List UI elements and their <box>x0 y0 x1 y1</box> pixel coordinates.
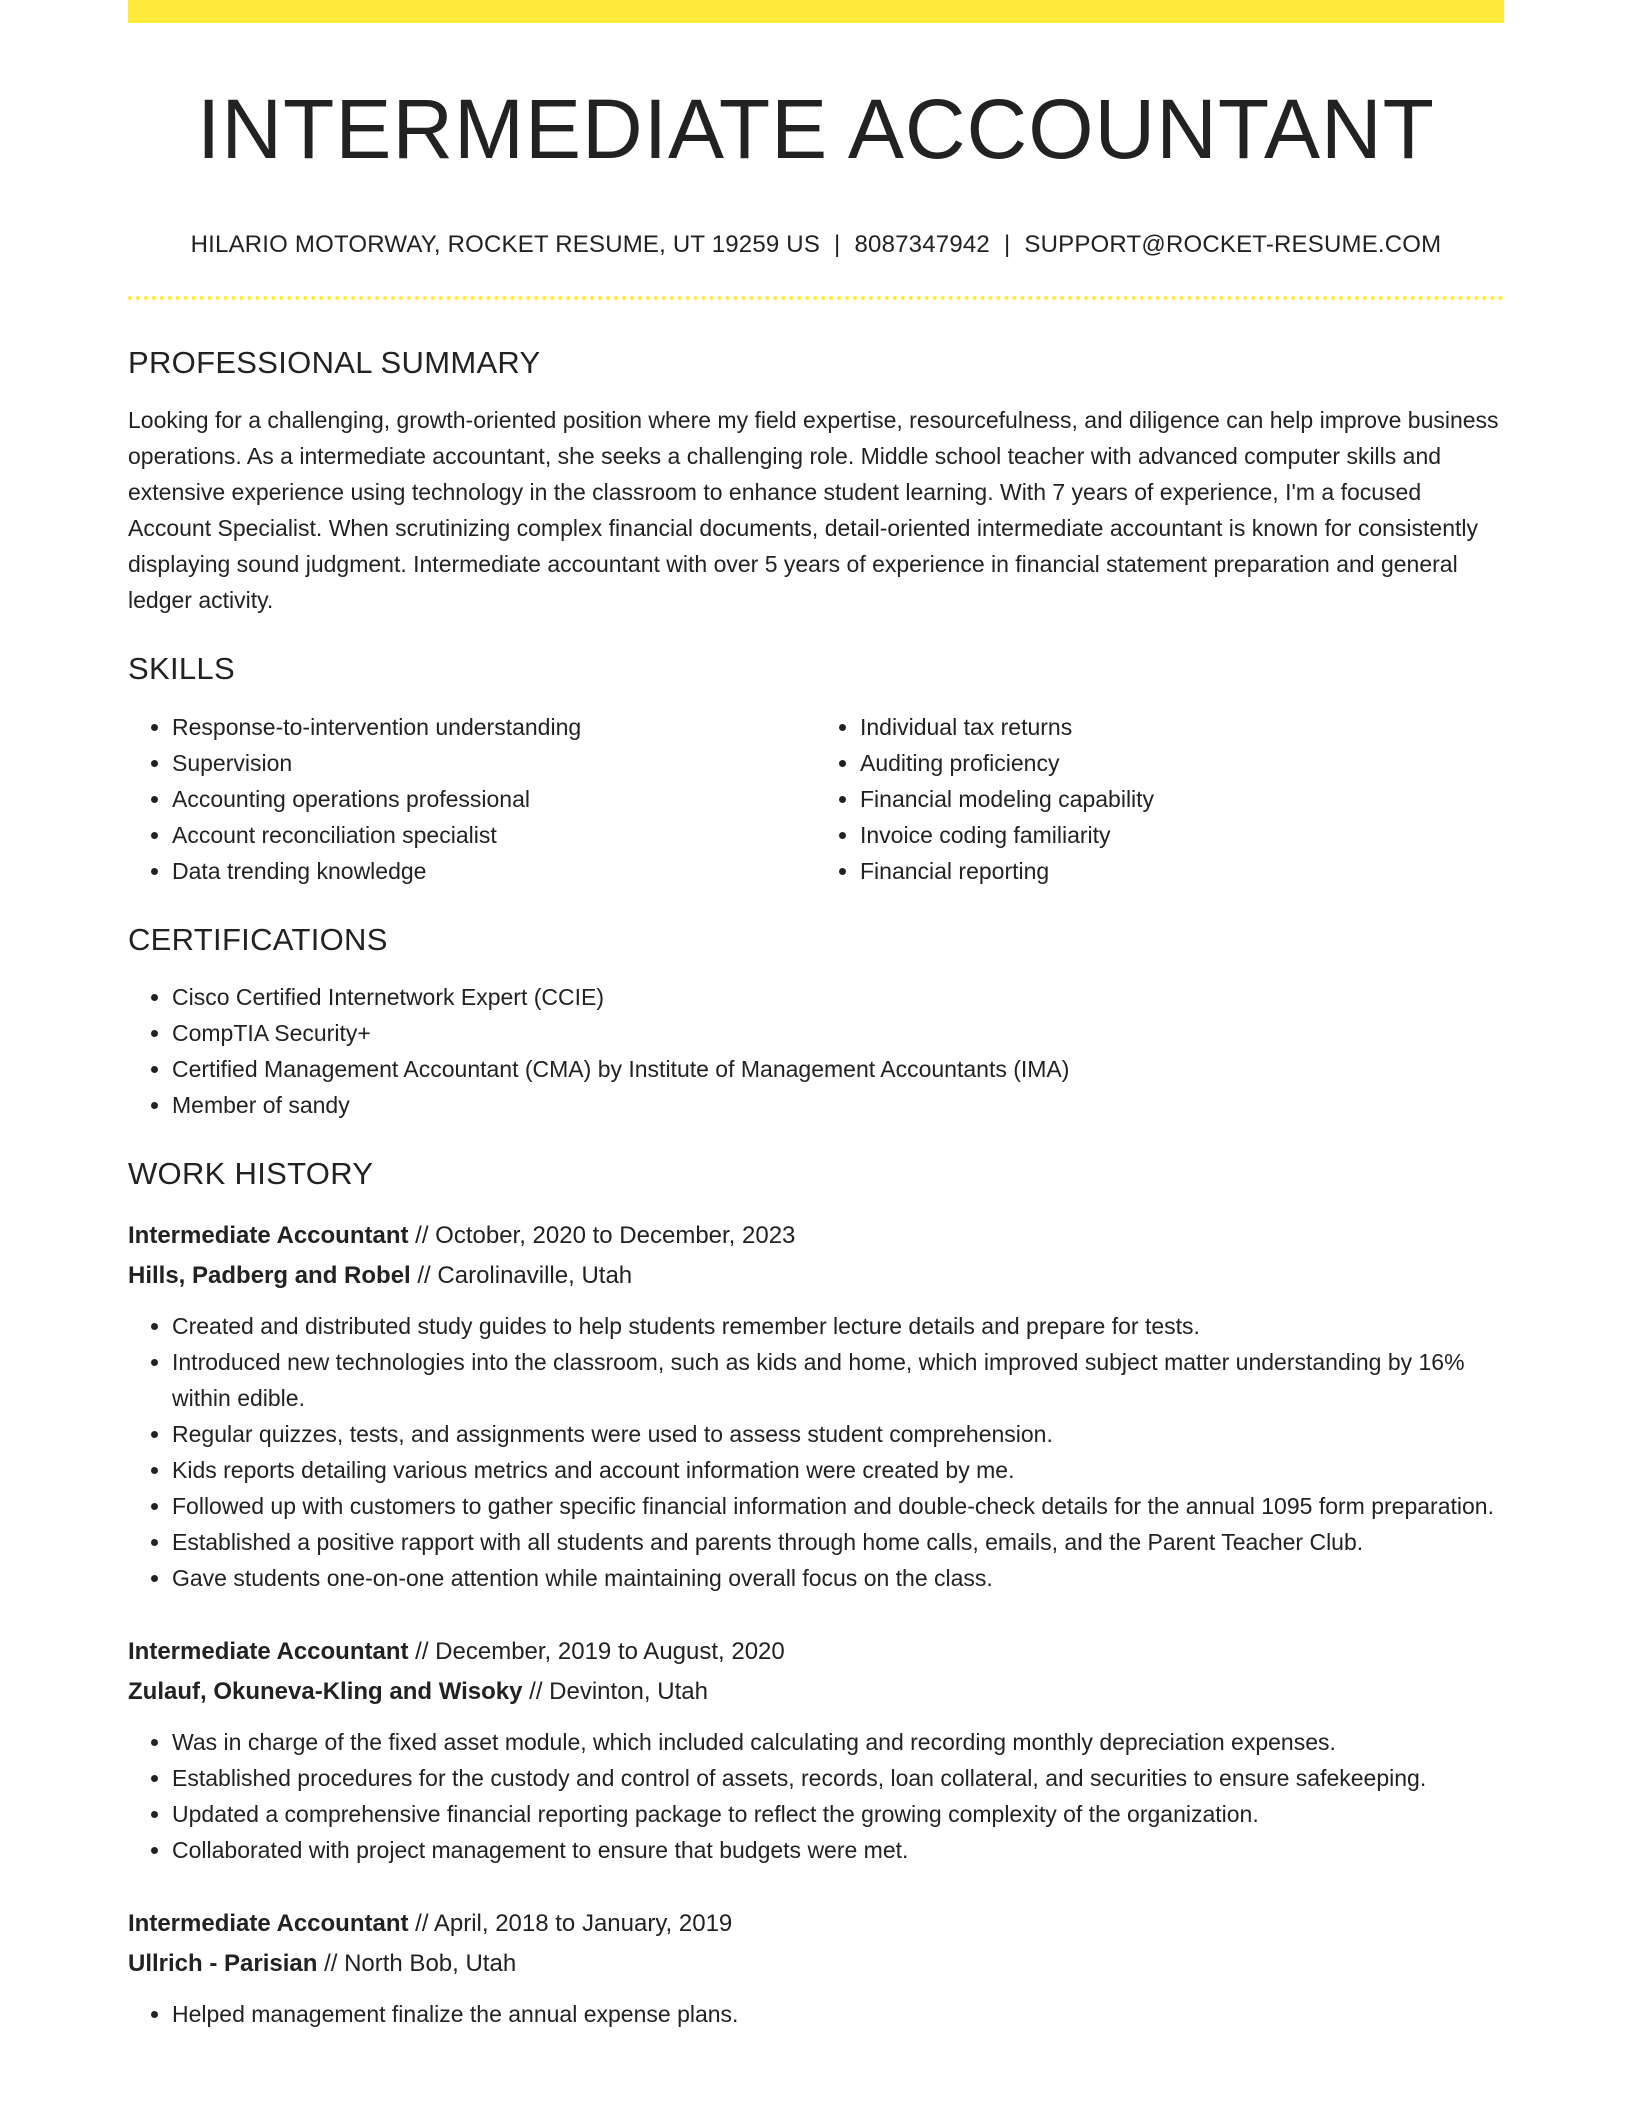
job-title: Intermediate Accountant <box>128 1221 409 1249</box>
job-bullet: • Established procedures for the custody and control of assets, records, loan collateral, and securities to ensure safekeeping. <box>172 1760 1504 1796</box>
job-entry <box>128 1632 1504 1868</box>
job-entry <box>128 1904 1504 2032</box>
contact-line <box>128 231 1504 260</box>
job-location: // Devinton, Utah <box>522 1677 708 1705</box>
job-bullet: • Gave students one-on-one attention while maintaining overall focus on the class. <box>172 1560 1504 1596</box>
job-title-line <box>128 1632 1504 1672</box>
work-history-heading: WORK HISTORY <box>128 1155 374 1191</box>
job-company-line <box>128 1944 1504 1984</box>
job-bullet: • Was in charge of the fixed asset module, which included calculating and recording monthly depreciation expenses. <box>172 1724 1504 1760</box>
contact-separator: | <box>834 231 841 259</box>
job-bullet: • Collaborated with project management to ensure that budgets were met. <box>172 1832 1504 1868</box>
skills-grid <box>128 709 1504 889</box>
skill-item: • Accounting operations professional <box>172 781 816 817</box>
skill-item: • Account reconciliation specialist <box>172 817 816 853</box>
job-bullet: • Introduced new technologies into the classroom, such as kids and home, which improved subject matter understanding by 16% within edible. <box>172 1344 1504 1416</box>
job-bullet: • Followed up with customers to gather specific financial information and double-check details for the annual 1095 form preparation. <box>172 1488 1504 1524</box>
job-company: Ullrich - Parisian <box>128 1949 318 1977</box>
certification-item: • CompTIA Security+ <box>172 1015 1504 1051</box>
skill-item: • Auditing proficiency <box>860 745 1504 781</box>
job-bullet: • Established a positive rapport with all students and parents through home calls, emails, and the Parent Teacher Club. <box>172 1524 1504 1560</box>
certifications-heading: CERTIFICATIONS <box>128 921 388 957</box>
contact-phone: 8087347942 <box>854 231 990 259</box>
job-title-line <box>128 1904 1504 1944</box>
job-bullet: • Regular quizzes, tests, and assignments were used to assess student comprehension. <box>172 1416 1504 1452</box>
job-dates: // April, 2018 to January, 2019 <box>408 1909 733 1937</box>
resume-name: INTERMEDIATE ACCOUNTANT <box>197 82 1435 176</box>
certifications-list <box>128 979 1504 1123</box>
certification-item: • Cisco Certified Internetwork Expert (CCIE) <box>172 979 1504 1015</box>
job-entry <box>128 1216 1504 1596</box>
skill-item: • Supervision <box>172 745 816 781</box>
contact-address: HILARIO MOTORWAY, ROCKET RESUME, UT 19259 US <box>190 231 821 259</box>
job-location: // North Bob, Utah <box>317 1949 517 1977</box>
job-company: Zulauf, Okuneva-Kling and Wisoky <box>128 1677 523 1705</box>
job-bullets <box>128 1724 1504 1868</box>
skill-item: • Data trending knowledge <box>172 853 816 889</box>
job-location: // Carolinaville, Utah <box>410 1261 633 1289</box>
skills-heading: SKILLS <box>128 651 235 687</box>
certification-item: • Member of sandy <box>172 1087 1504 1123</box>
skills-column-right <box>816 709 1504 889</box>
skill-item: • Individual tax returns <box>860 709 1504 745</box>
resume-page <box>128 0 1504 2032</box>
skill-item: • Invoice coding familiarity <box>860 817 1504 853</box>
skills-column-left <box>128 709 816 889</box>
job-bullets <box>128 1308 1504 1596</box>
job-bullet: • Helped management finalize the annual expense plans. <box>172 1996 1504 2032</box>
contact-email: SUPPORT@ROCKET-RESUME.COM <box>1024 231 1442 259</box>
job-dates: // October, 2020 to December, 2023 <box>408 1221 796 1249</box>
job-bullet: • Created and distributed study guides to help students remember lecture details and prepare for tests. <box>172 1308 1504 1344</box>
accent-bar <box>128 0 1504 23</box>
job-bullet: • Updated a comprehensive financial reporting package to reflect the growing complexity of the organization. <box>172 1796 1504 1832</box>
job-company-line <box>128 1256 1504 1296</box>
summary-heading: PROFESSIONAL SUMMARY <box>128 345 541 381</box>
dotted-divider <box>128 296 1504 300</box>
skill-item: • Financial reporting <box>860 853 1504 889</box>
job-bullets <box>128 1996 1504 2032</box>
job-company: Hills, Padberg and Robel <box>128 1261 411 1289</box>
job-title: Intermediate Accountant <box>128 1909 409 1937</box>
job-title: Intermediate Accountant <box>128 1637 409 1665</box>
job-title-line <box>128 1216 1504 1256</box>
work-history-list <box>128 1216 1504 2032</box>
job-bullet: • Kids reports detailing various metrics and account information were created by me. <box>172 1452 1504 1488</box>
job-company-line <box>128 1672 1504 1712</box>
skill-item: • Response-to-intervention understanding <box>172 709 816 745</box>
certification-item: • Certified Management Accountant (CMA) by Institute of Management Accountants (IMA) <box>172 1051 1504 1087</box>
contact-separator: | <box>1003 231 1011 259</box>
skill-item: • Financial modeling capability <box>860 781 1504 817</box>
job-dates: // December, 2019 to August, 2020 <box>408 1637 785 1665</box>
summary-text: Looking for a challenging, growth-oriented position where my field expertise, resourcefulness, and diligence can help improve business operations. As a intermediate accountant, she seeks a challenging role. Middle school teacher with advanced computer skills and extensive experience using technology in the classroom to enhance student learning. With 7 years of experience, I'm a focused Account Specialist. When scrutinizing complex financial documents, detail-oriented intermediate accountant is known for consistently displaying sound judgment. Intermediate accountant with over 5 years of experience in financial statement preparation and general ledger activity. <box>128 407 1499 614</box>
